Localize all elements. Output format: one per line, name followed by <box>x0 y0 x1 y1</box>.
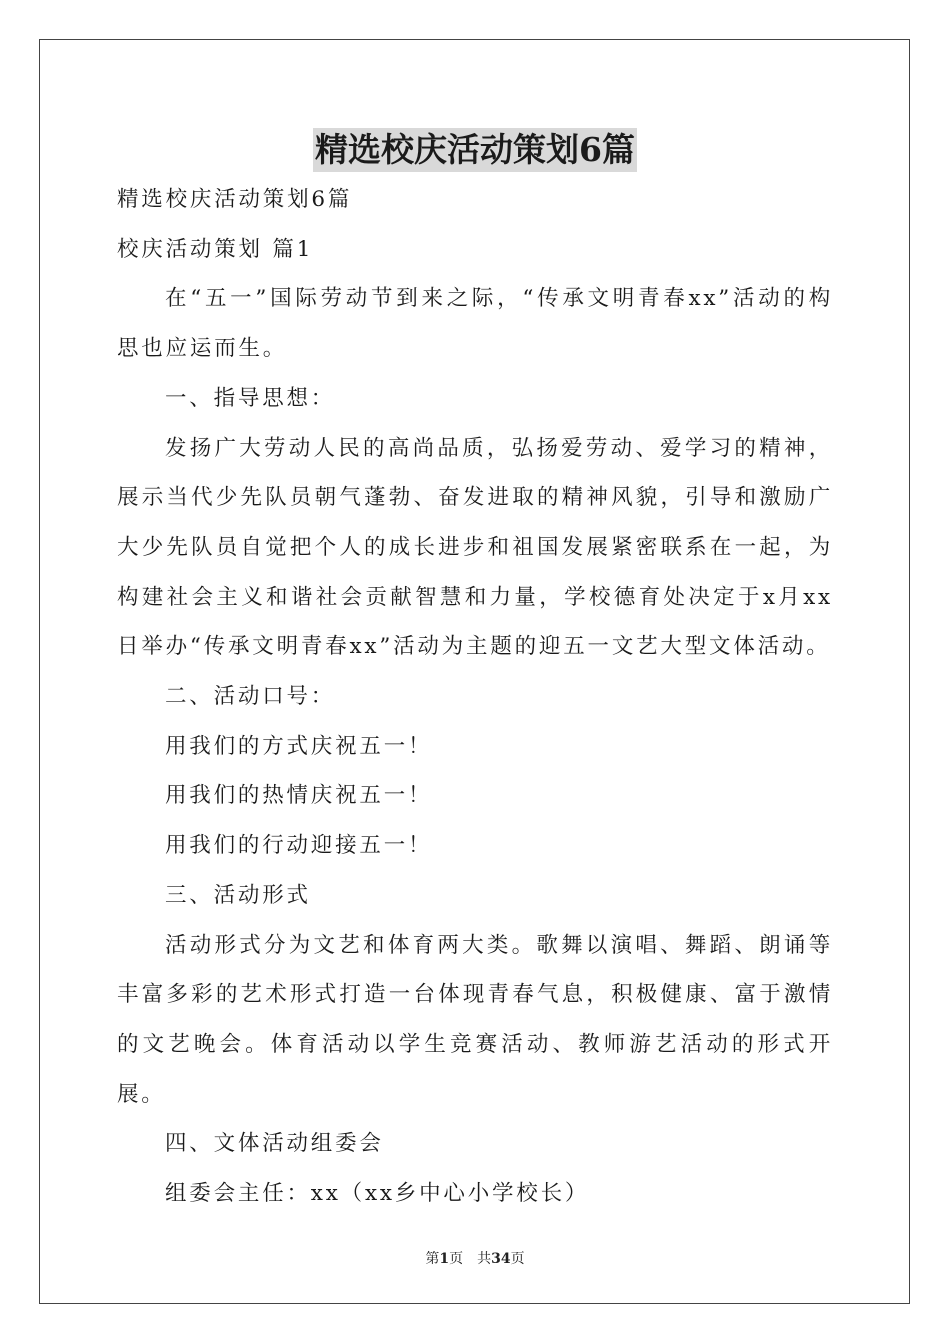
paragraph: 用我们的方式庆祝五一！ <box>165 733 433 759</box>
paragraph: 用我们的热情庆祝五一！ <box>165 783 433 809</box>
page-footer <box>0 1248 950 1268</box>
footer-suffix: 页 <box>510 1251 525 1267</box>
paragraph: 四、文体活动组委会 <box>165 1131 384 1157</box>
title-container <box>0 128 950 172</box>
paragraph: 三、活动形式 <box>165 882 311 908</box>
section-heading: 校庆活动策划 篇1 <box>117 236 314 262</box>
paragraph: 二、活动口号： <box>165 684 336 710</box>
footer-middle: 页 共 <box>449 1251 492 1267</box>
footer-page-number: 1 <box>439 1251 450 1267</box>
paragraph: 组委会主任：xx（xx乡中心小学校长） <box>165 1181 590 1207</box>
paragraph: 活动形式分为文艺和体育两大类。歌舞以演唱、舞蹈、朗诵等丰富多彩的艺术形式打造一台体现青春气息，积极健康、富于激情的文艺晚会。体育活动以学生竞赛活动、教师游艺活动的形式开展。 <box>117 932 833 1107</box>
document-subtitle: 精选校庆活动策划6篇 <box>117 187 353 212</box>
paragraph: 在“五一”国际劳动节到来之际，“传承文明青春xx”活动的构思也应运而生。 <box>117 286 833 362</box>
footer-total-pages: 34 <box>491 1251 511 1267</box>
paragraph: 发扬广大劳动人民的高尚品质，弘扬爱劳动、爱学习的精神，展示当代少先队员朝气蓬勃、奋发进取的精神风貌，引导和激励广大少先队员自觉把个人的成长进步和祖国发展紧密联系在一起，为构建社会主义和谐社会贡献智慧和力量，学校德育处决定于x月xx日举办“传承文明青春xx”活动为主题的迎五一文艺大型文体活动。 <box>117 435 833 660</box>
footer-prefix: 第 <box>425 1251 440 1267</box>
document-title: 精选校庆活动策划6篇 <box>313 128 637 172</box>
document-body <box>117 175 833 1219</box>
paragraph: 一、指导思想： <box>165 385 336 411</box>
paragraph: 用我们的行动迎接五一！ <box>165 833 433 859</box>
